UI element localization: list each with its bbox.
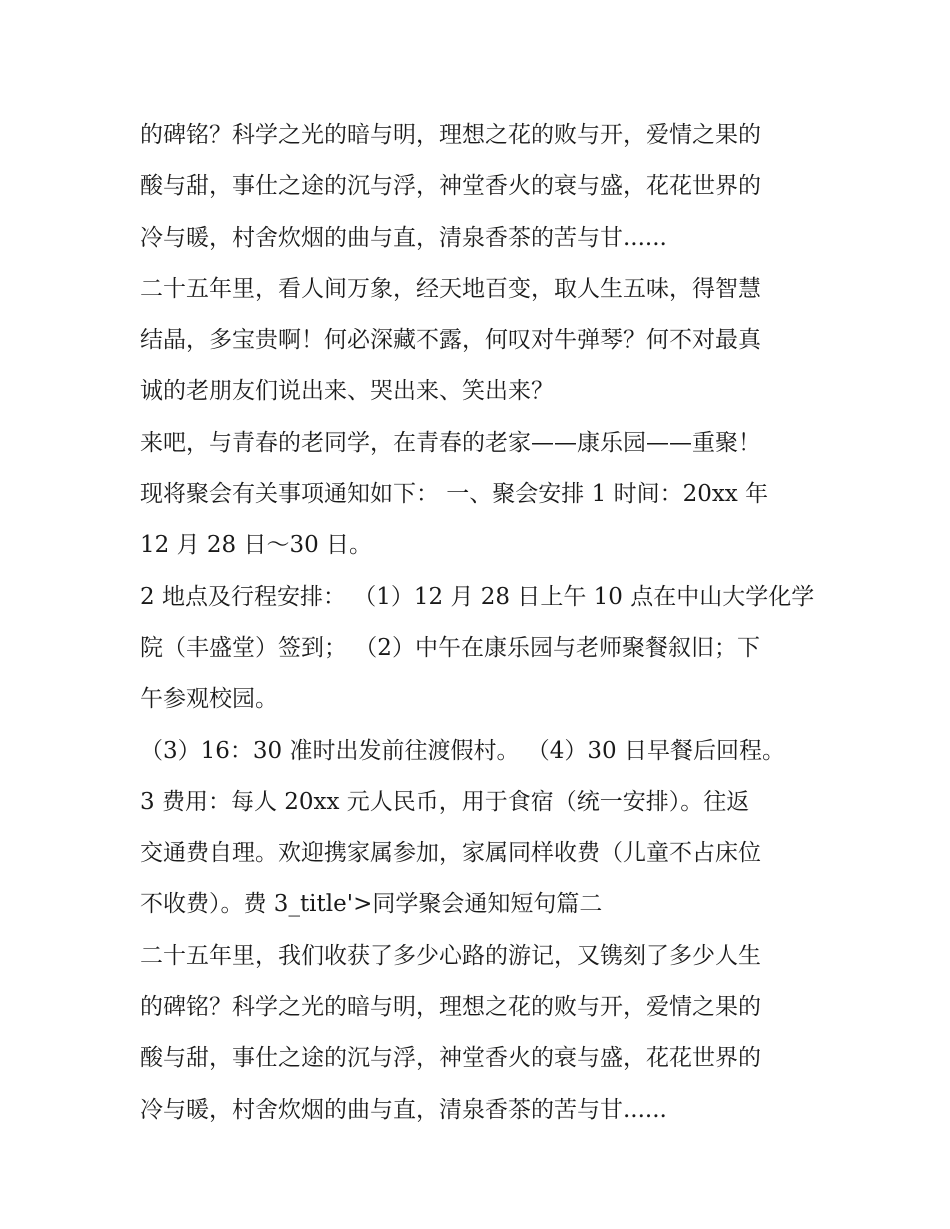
text-line: 不收费）。费 3_title'>同学聚会通知短句篇二 [140, 891, 603, 918]
text-line: 冷与暖，村舍炊烟的曲与直，清泉香茶的苦与甘...... [140, 1096, 667, 1123]
text-line: 二十五年里，看人间万象，经天地百变，取人生五味，得智慧 [140, 275, 761, 302]
text-line: 院（丰盛堂）签到； （2）中午在康乐园与老师聚餐叙旧；下 [140, 634, 760, 661]
text-line: 的碑铭？科学之光的暗与明，理想之花的败与开，爱情之果的 [140, 122, 761, 148]
text-line: 12 月 28 日～30 日。 [140, 532, 373, 559]
text-line: （3）16：30 准时出发前往渡假村。 （4）30 日早餐后回程。 [140, 737, 785, 764]
text-line: 来吧，与青春的老同学，在青春的老家——康乐园——重聚！ [140, 429, 761, 456]
document-body [140, 110, 820, 1136]
text-line: 3 费用：每人 20xx 元人民币，用于食宿（统一安排）。往返 [140, 788, 750, 815]
text-line: 午参观校园。 [140, 686, 278, 713]
text-line: 酸与甜，事仕之途的沉与浮，神堂香火的衰与盛，花花世界的 [140, 1045, 761, 1072]
text-line: 冷与暖，村舍炊烟的曲与直，清泉香茶的苦与甘...... [140, 224, 667, 251]
text-line: 交通费自理。欢迎携家属参加，家属同样收费（儿童不占床位 [140, 840, 761, 867]
text-line: 酸与甜，事仕之途的沉与浮，神堂香火的衰与盛，花花世界的 [140, 173, 761, 200]
text-line: 结晶，多宝贵啊！何必深藏不露，何叹对牛弹琴？何不对最真 [140, 327, 761, 354]
text-line: 的碑铭？科学之光的暗与明，理想之花的败与开，爱情之果的 [140, 994, 761, 1021]
text-line: 二十五年里，我们收获了多少心路的游记，又镌刻了多少人生 [140, 942, 761, 969]
text-line: 诚的老朋友们说出来、哭出来、笑出来？ [140, 378, 554, 405]
text-line: 2 地点及行程安排： （1）12 月 28 日上午 10 点在中山大学化学 [140, 583, 815, 610]
text-line: 现将聚会有关事项通知如下： 一、聚会安排 1 时间：20xx 年 [140, 481, 769, 508]
